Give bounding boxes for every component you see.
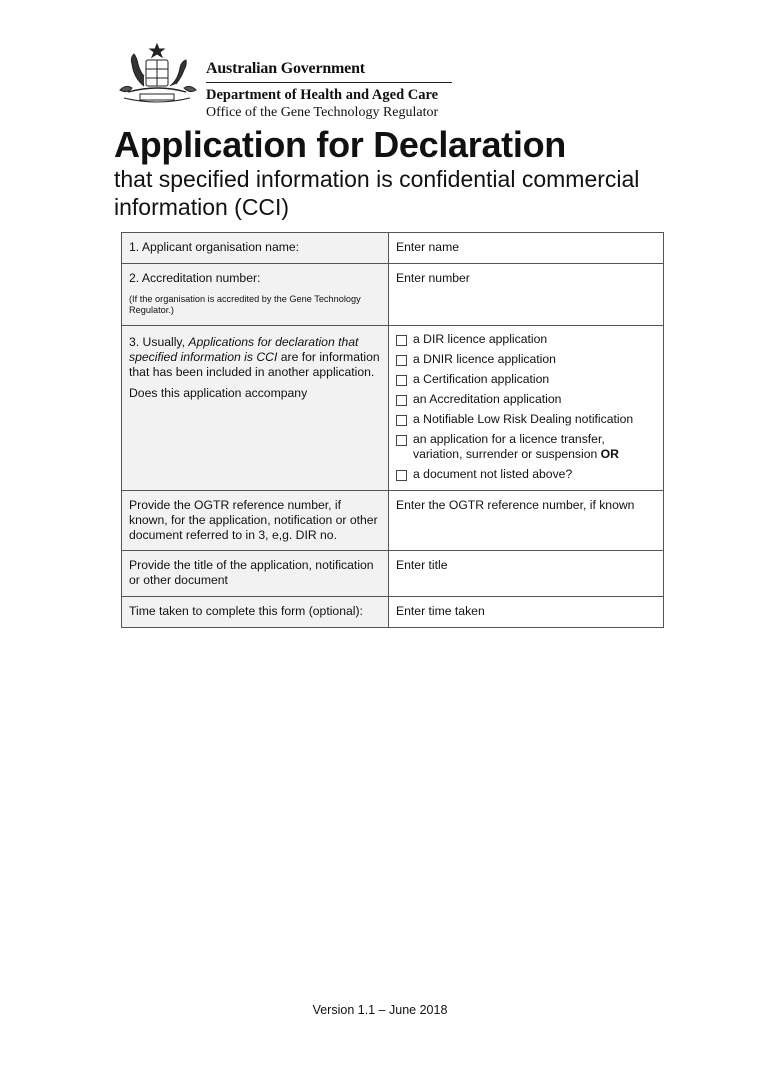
- option-dnir-licence[interactable]: a DNIR licence application: [396, 352, 656, 367]
- accompany-question-prompt: Does this application accompany: [129, 386, 308, 400]
- accreditation-number-field[interactable]: Enter number: [389, 264, 664, 326]
- option-other-document[interactable]: a document not listed above?: [396, 467, 656, 482]
- header-divider: [206, 82, 452, 83]
- accompany-question-cell: [122, 326, 389, 491]
- version-footer: Version 1.1 – June 2018: [312, 1003, 448, 1017]
- accompany-question-text: 3. Usually, Applications for declaration that specified information is CCI are for information that has been included in another application.: [129, 335, 380, 379]
- accreditation-question-cell: [122, 264, 389, 326]
- application-form-table: [121, 232, 664, 628]
- form-row-organisation: [122, 233, 664, 264]
- option-accreditation[interactable]: an Accreditation application: [396, 392, 656, 407]
- checkbox[interactable]: [396, 470, 407, 481]
- accreditation-note: (If the organisation is accredited by the Gene Technology Regulator.): [129, 294, 361, 315]
- department-name: Department of Health and Aged Care: [206, 87, 439, 103]
- accompany-options: [389, 326, 664, 491]
- time-taken-field[interactable]: Enter time taken: [389, 597, 664, 628]
- time-taken-label: Time taken to complete this form (optional):: [122, 597, 389, 628]
- form-row-time: [122, 597, 664, 628]
- page-title: Application for Declaration: [114, 124, 566, 165]
- reference-number-label: Provide the OGTR reference number, if known, for the application, notification or other document referred to in 3, e,g. DIR no.: [122, 491, 389, 551]
- checkbox[interactable]: [396, 335, 407, 346]
- checkbox[interactable]: [396, 375, 407, 386]
- checkbox[interactable]: [396, 415, 407, 426]
- accreditation-number-label: 2. Accreditation number:: [129, 271, 261, 285]
- form-row-title: [122, 551, 664, 597]
- document-title-label: Provide the title of the application, notification or other document: [122, 551, 389, 597]
- header: [114, 42, 454, 124]
- option-licence-transfer[interactable]: an application for a licence transfer, variation, surrender or suspension OR: [396, 432, 656, 462]
- organisation-name-label: 1. Applicant organisation name:: [122, 233, 389, 264]
- page-subtitle: that specified information is confidential commercial information (CCI): [114, 166, 640, 220]
- option-certification[interactable]: a Certification application: [396, 372, 656, 387]
- coat-of-arms-logo: [114, 42, 200, 112]
- government-name: Australian Government: [206, 60, 365, 77]
- office-name: Office of the Gene Technology Regulator: [206, 105, 439, 120]
- reference-number-field[interactable]: Enter the OGTR reference number, if known: [389, 491, 664, 551]
- option-nlrd-notification[interactable]: a Notifiable Low Risk Dealing notification: [396, 412, 656, 427]
- government-branding: [206, 60, 452, 121]
- form-row-accompany: [122, 326, 664, 491]
- organisation-name-field[interactable]: Enter name: [389, 233, 664, 264]
- checkbox[interactable]: [396, 355, 407, 366]
- form-row-reference: [122, 491, 664, 551]
- checkbox[interactable]: [396, 435, 407, 446]
- form-row-accreditation: [122, 264, 664, 326]
- document-title-field[interactable]: Enter title: [389, 551, 664, 597]
- checkbox[interactable]: [396, 395, 407, 406]
- option-dir-licence[interactable]: a DIR licence application: [396, 332, 656, 347]
